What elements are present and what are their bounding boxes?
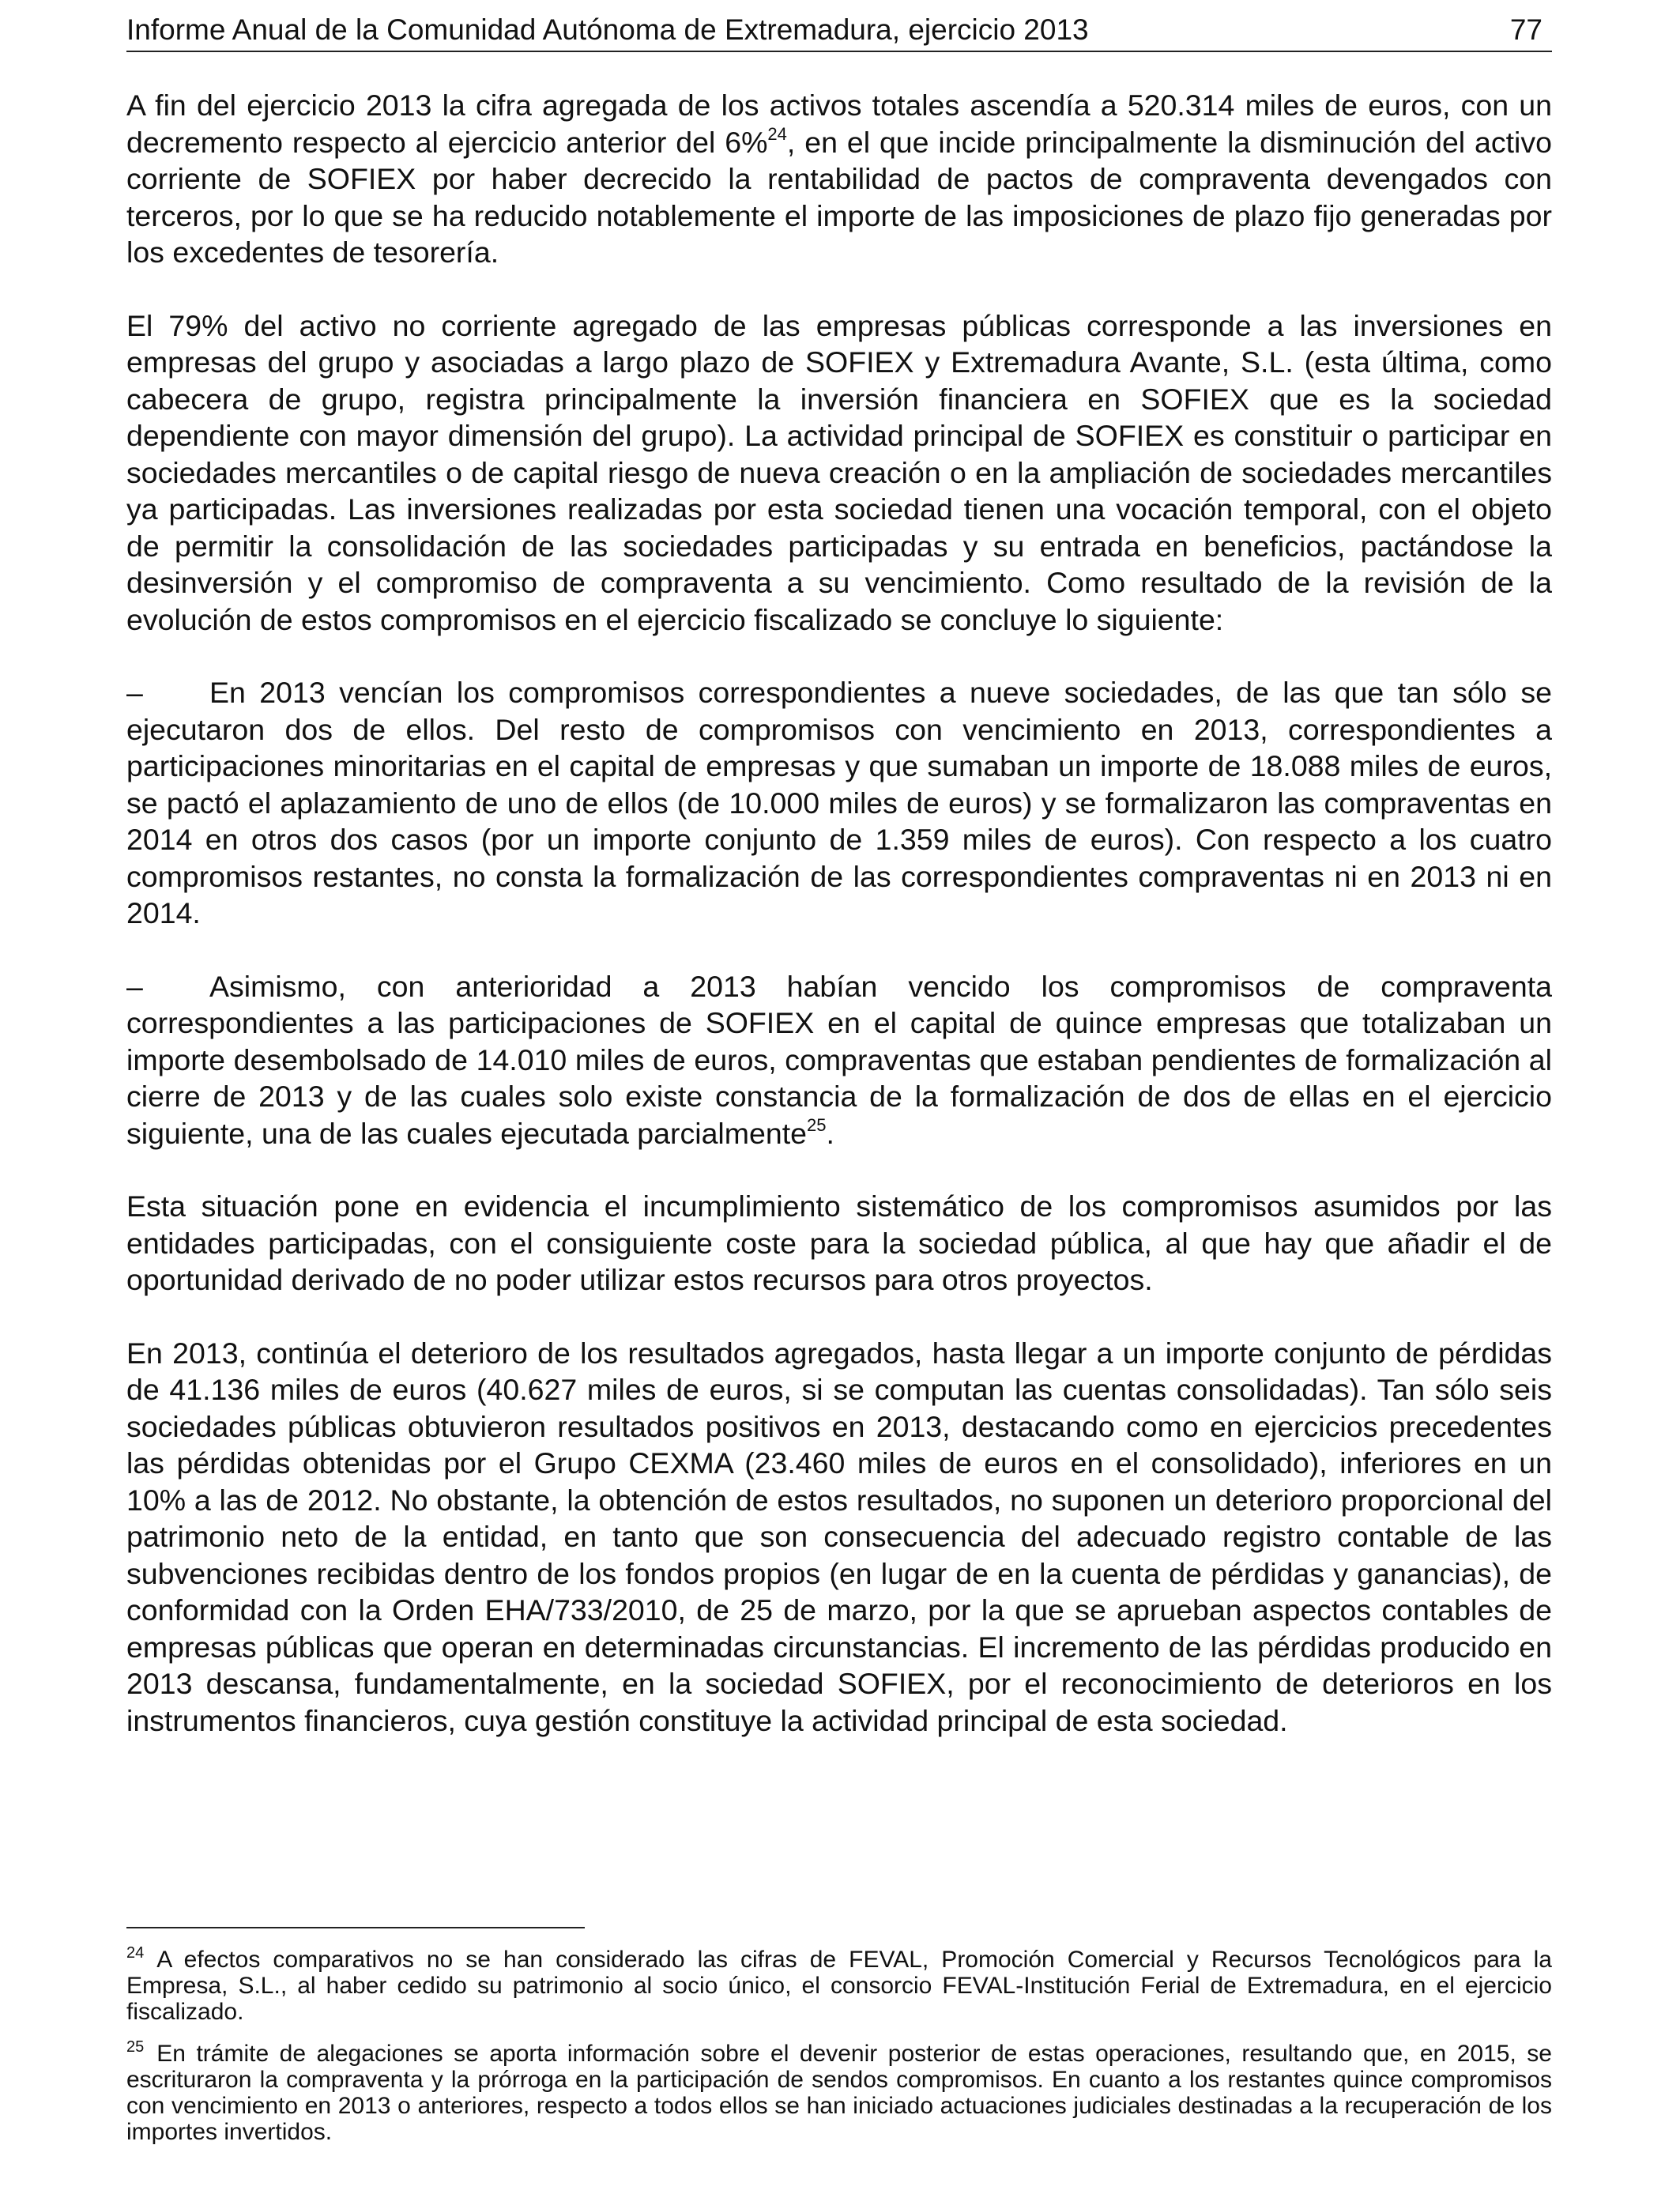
body-text xyxy=(126,87,1552,1775)
paragraph-text: , en el que incide principalmente la disminución del activo corriente de SOFIEX por haber decrecido la rentabilidad de pactos de compraventa devengados con terceros, por lo que se ha reducido notablemente el importe de las imposiciones de plazo fijo generadas por los excedentes de tesorería. xyxy=(126,125,1552,269)
footnote-text: En trámite de alegaciones se aporta información sobre el devenir posterior de estas operaciones, resultando que, en 2015, se escrituraron la compraventa y la prórroga en la participación de sendos compromisos. En cuanto a los restantes quince compromisos con vencimiento en 2013 o anteriores, respecto a todos ellos se han iniciado actuaciones judiciales destinadas a la recuperación de los importes invertidos. xyxy=(126,2041,1552,2145)
dash-item-text: Asimismo, con anterioridad a 2013 habían vencido los compromisos de compraventa correspondientes a las participaciones de SOFIEX en el capital de quince empresas que totalizaban un importe desembolsado de 14.010 miles de euros, compraventas que estaban pendientes de formalización al cierre de 2013 y de las cuales solo existe constancia de la formalización de dos de ellas en el ejercicio siguiente, una de las cuales ejecutada parcialmente xyxy=(126,969,1552,1150)
page-number: 77 xyxy=(1509,13,1543,46)
footnote-number: 24 xyxy=(126,1944,145,1962)
footnote-number: 25 xyxy=(126,2038,145,2056)
paragraph-text: A fin del ejercicio 2013 la cifra agregada de los activos totales ascendía a 520.314 miles de euros, con un decremento respecto al ejercicio anterior del 6% xyxy=(126,89,1552,159)
dash-item-2013-commitments xyxy=(126,674,1552,932)
header-title: Informe Anual de la Comunidad Autónoma de Extremadura, ejercicio 2013 xyxy=(126,13,1089,46)
dash-item-text: En 2013 vencían los compromisos correspondientes a nueve sociedades, de las que tan sólo se ejecutaron dos de ellos. Del resto de compromisos con vencimiento en 2013, correspondientes a participaciones minoritarias en el capital de empresas y que sumaban un importe de 18.088 miles de euros, se pactó el aplazamiento de uno de ellos (de 10.000 miles de euros) y se formalizaron las compraventas en 2014 en otros dos casos (por un importe conjunto de 1.359 miles de euros). Con respecto a los cuatro compromisos restantes, no consta la formalización de las correspondientes compraventas ni en 2013 ni en 2014. xyxy=(126,676,1552,929)
dash-item-prior-commitments xyxy=(126,968,1552,1152)
paragraph-total-assets xyxy=(126,87,1552,271)
paragraph-losses: En 2013, continúa el deterioro de los resultados agregados, hasta llegar a un importe conjunto de pérdidas de 41.136 miles de euros (40.627 miles de euros, si se computan las cuentas consolidadas). Tan sólo seis sociedades públicas obtuvieron resultados positivos en 2013, destacando como en ejercicios precedentes las pérdidas obtenidas por el Grupo CEXMA (23.460 miles de euros en el consolidado), inferiores en un 10% a las de 2012. No obstante, la obtención de estos resultados, no suponen un deterioro proporcional del patrimonio neto de la entidad, en tanto que son consecuencia del adecuado registro contable de las subvenciones recibidas dentro de los fondos propios (en lugar de en la cuenta de pérdidas y ganancias), de conformidad con la Orden EHA/733/2010, de 25 de marzo, por la que se aprueban aspectos contables de empresas públicas que operan en determinadas circunstancias. El incremento de las pérdidas producido en 2013 descansa, fundamentalmente, en la sociedad SOFIEX, por el reconocimiento de deterioros en los instrumentos financieros, cuya gestión constituye la actividad principal de esta sociedad. xyxy=(126,1336,1552,1737)
dash-item-text-end: . xyxy=(826,1116,834,1150)
dash-bullet: – xyxy=(126,676,143,709)
footnote-ref-24[interactable]: 24 xyxy=(767,123,787,144)
footnote-25 xyxy=(126,2038,1552,2145)
page-header xyxy=(126,9,1552,52)
footnote-24 xyxy=(126,1944,1552,2025)
paragraph-noncompliance: Esta situación pone en evidencia el incumplimiento sistemático de los compromisos asumidos por las entidades participadas, con el consiguiente coste para la sociedad pública, al que hay que añadir el de oportunidad derivado de no poder utilizar estos recursos para otros proyectos. xyxy=(126,1189,1552,1296)
paragraph-non-current-assets: El 79% del activo no corriente agregado de las empresas públicas corresponde a las inversiones en empresas del grupo y asociadas a largo plazo de SOFIEX y Extremadura Avante, S.L. (esta última, como cabecera de grupo, registra principalmente la inversión financiera en SOFIEX que es la sociedad dependiente con mayor dimensión del grupo). La actividad principal de SOFIEX es constituir o participar en sociedades mercantiles o de capital riesgo de nueva creación o en la ampliación de sociedades mercantiles ya participadas. Las inversiones realizadas por esta sociedad tienen una vocación temporal, con el objeto de permitir la consolidación de las sociedades participadas y su entrada en beneficios, pactándose la desinversión y el compromiso de compraventa a su vencimiento. Como resultado de la revisión de la evolución de estos compromisos en el ejercicio fiscalizado se concluye lo siguiente: xyxy=(126,308,1552,636)
dash-bullet: – xyxy=(126,969,143,1003)
footnotes xyxy=(126,1944,1552,2161)
footnote-text: A efectos comparativos no se han considerado las cifras de FEVAL, Promoción Comercial y Recursos Tecnológicos para la Empresa, S.L., al haber cedido su patrimonio al socio único, el consorcio FEVAL-Institución Ferial de Extremadura, en el ejercicio fiscalizado. xyxy=(126,1947,1552,2025)
footnote-ref-25[interactable]: 25 xyxy=(806,1114,827,1135)
footnote-separator xyxy=(126,1927,585,1928)
